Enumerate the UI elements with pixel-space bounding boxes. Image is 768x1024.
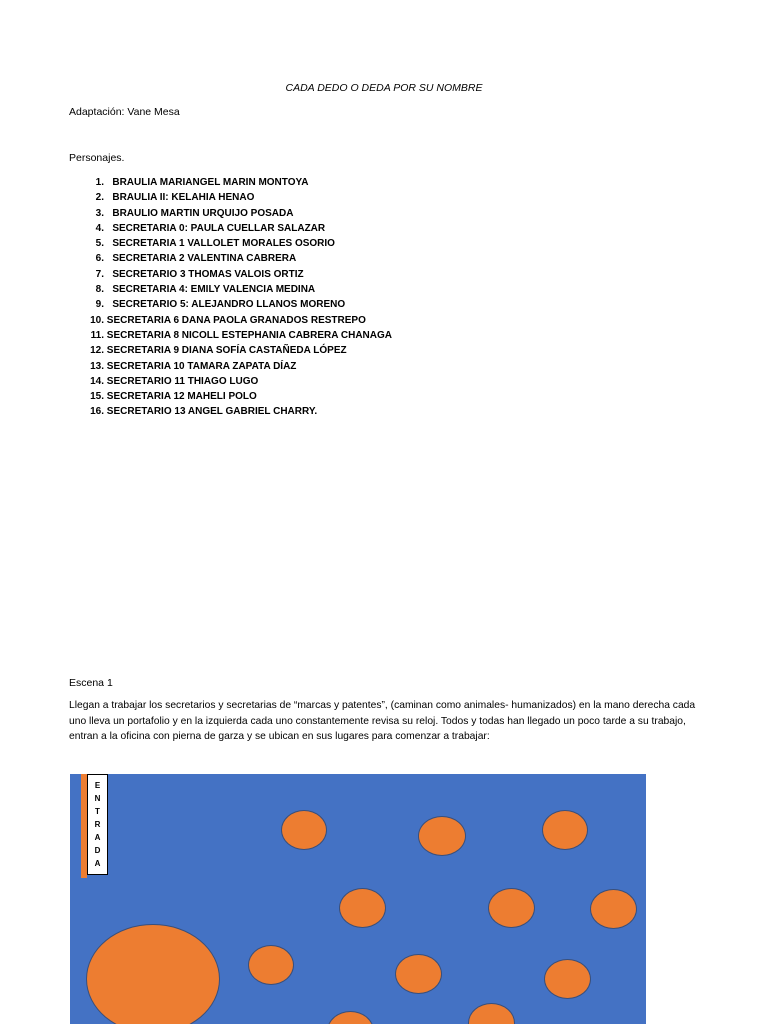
character-name: SECRETARIA 9 DIANA SOFÍA CASTAÑEDA LÓPEZ <box>106 345 347 357</box>
list-item <box>86 297 392 312</box>
list-number: 6. <box>95 253 104 265</box>
main-desk <box>86 924 220 1024</box>
list-number: 12. <box>90 345 104 357</box>
character-name: SECRETARIA 1 VALLOLET MORALES OSORIO <box>112 238 335 250</box>
entrance-door <box>87 774 108 875</box>
character-name: SECRETARIA 6 DANA PAOLA GRANADOS RESTREPO <box>106 314 366 326</box>
secretary-seat <box>544 959 591 999</box>
character-name: BRAULIA MARIANGEL MARIN MONTOYA <box>112 177 309 188</box>
list-number: 14. <box>90 375 104 387</box>
list-item <box>86 251 392 266</box>
character-name: SECRETARIA 10 TAMARA ZAPATA DÍAZ <box>106 360 297 372</box>
list-item <box>86 206 392 221</box>
character-name: BRAULIO MARTIN URQUIJO POSADA <box>112 207 294 219</box>
secretary-seat <box>395 954 442 994</box>
character-name: SECRETARIA 4: EMILY VALENCIA MEDINA <box>112 284 316 296</box>
character-name: SECRETARIA 8 NICOLL ESTEPHANIA CABRERA CHANAGA <box>106 329 392 341</box>
secretary-seat <box>418 816 466 856</box>
list-number: 1. <box>95 177 104 188</box>
list-number: 16. <box>90 406 104 418</box>
list-number: 4. <box>95 222 104 234</box>
secretary-seat <box>590 889 637 929</box>
list-number: 10. <box>90 314 104 326</box>
secretary-seat <box>488 888 535 928</box>
list-item <box>86 343 392 358</box>
adaptation-credit: Adaptación: Vane Mesa <box>69 106 180 118</box>
entrance-letter: A <box>94 859 101 868</box>
scene-heading: Escena 1 <box>69 677 113 689</box>
document-title: CADA DEDO O DEDA POR SU NOMBRE <box>285 82 483 94</box>
character-name: SECRETARIO 5: ALEJANDRO LLANOS MORENO <box>112 299 346 311</box>
entrance-letter: R <box>94 820 101 829</box>
entrance-letter: A <box>94 833 101 842</box>
list-item <box>86 389 392 404</box>
entrance-letter: N <box>94 794 101 803</box>
list-item <box>86 374 392 389</box>
character-name: SECRETARIO 11 THIAGO LUGO <box>106 375 259 387</box>
scene-description: Llegan a trabajar los secretarios y secretarias de “marcas y patentes”, (caminan como animales- humanizados) en la mano derecha cada uno lleva un portafolio y en la izquierda cada uno constantemente revisa su reloj. Todos y todas han llegado un poco tarde a su trabajo, entran a la oficina con pierna de garza y se ubican en sus lugares para comenzar a trabajar: <box>69 700 696 742</box>
list-item <box>86 328 392 343</box>
characters-heading: Personajes. <box>69 152 125 164</box>
entrance-letter: E <box>94 781 101 790</box>
list-item <box>86 282 392 297</box>
secretary-seat <box>339 888 386 928</box>
character-name: SECRETARIA 2 VALENTINA CABRERA <box>112 253 297 265</box>
list-number: 8. <box>95 284 104 296</box>
list-item <box>86 359 392 374</box>
character-name: BRAULIA II: KELAHIA HENAO <box>112 192 255 204</box>
entrance-letter: D <box>94 846 101 855</box>
stage-diagram <box>70 774 646 1024</box>
character-name: SECRETARIA 12 MAHELI POLO <box>106 391 257 403</box>
entrance-letter: T <box>95 807 100 816</box>
secretary-seat <box>468 1003 515 1024</box>
list-item <box>86 221 392 236</box>
list-number: 7. <box>95 268 104 280</box>
list-number: 15. <box>90 391 104 403</box>
list-item <box>86 175 392 190</box>
list-item <box>86 236 392 251</box>
list-number: 13. <box>90 360 104 372</box>
secretary-seat <box>327 1011 374 1024</box>
secretary-seat <box>542 810 588 850</box>
list-number: 11. <box>90 329 104 341</box>
list-item <box>86 190 392 205</box>
character-name: SECRETARIA 0: PAULA CUELLAR SALAZAR <box>112 222 326 234</box>
secretary-seat <box>281 810 327 850</box>
list-number: 9. <box>95 299 104 311</box>
character-name: SECRETARIO 3 THOMAS VALOIS ORTIZ <box>112 268 304 280</box>
characters-list <box>86 175 392 420</box>
secretary-seat <box>248 945 294 985</box>
list-item <box>86 267 392 282</box>
character-name: SECRETARIO 13 ANGEL GABRIEL CHARRY. <box>106 406 318 418</box>
list-item <box>86 313 392 328</box>
list-number: 3. <box>95 207 104 219</box>
list-item <box>86 404 392 419</box>
list-number: 5. <box>95 238 104 250</box>
list-number: 2. <box>95 192 104 204</box>
